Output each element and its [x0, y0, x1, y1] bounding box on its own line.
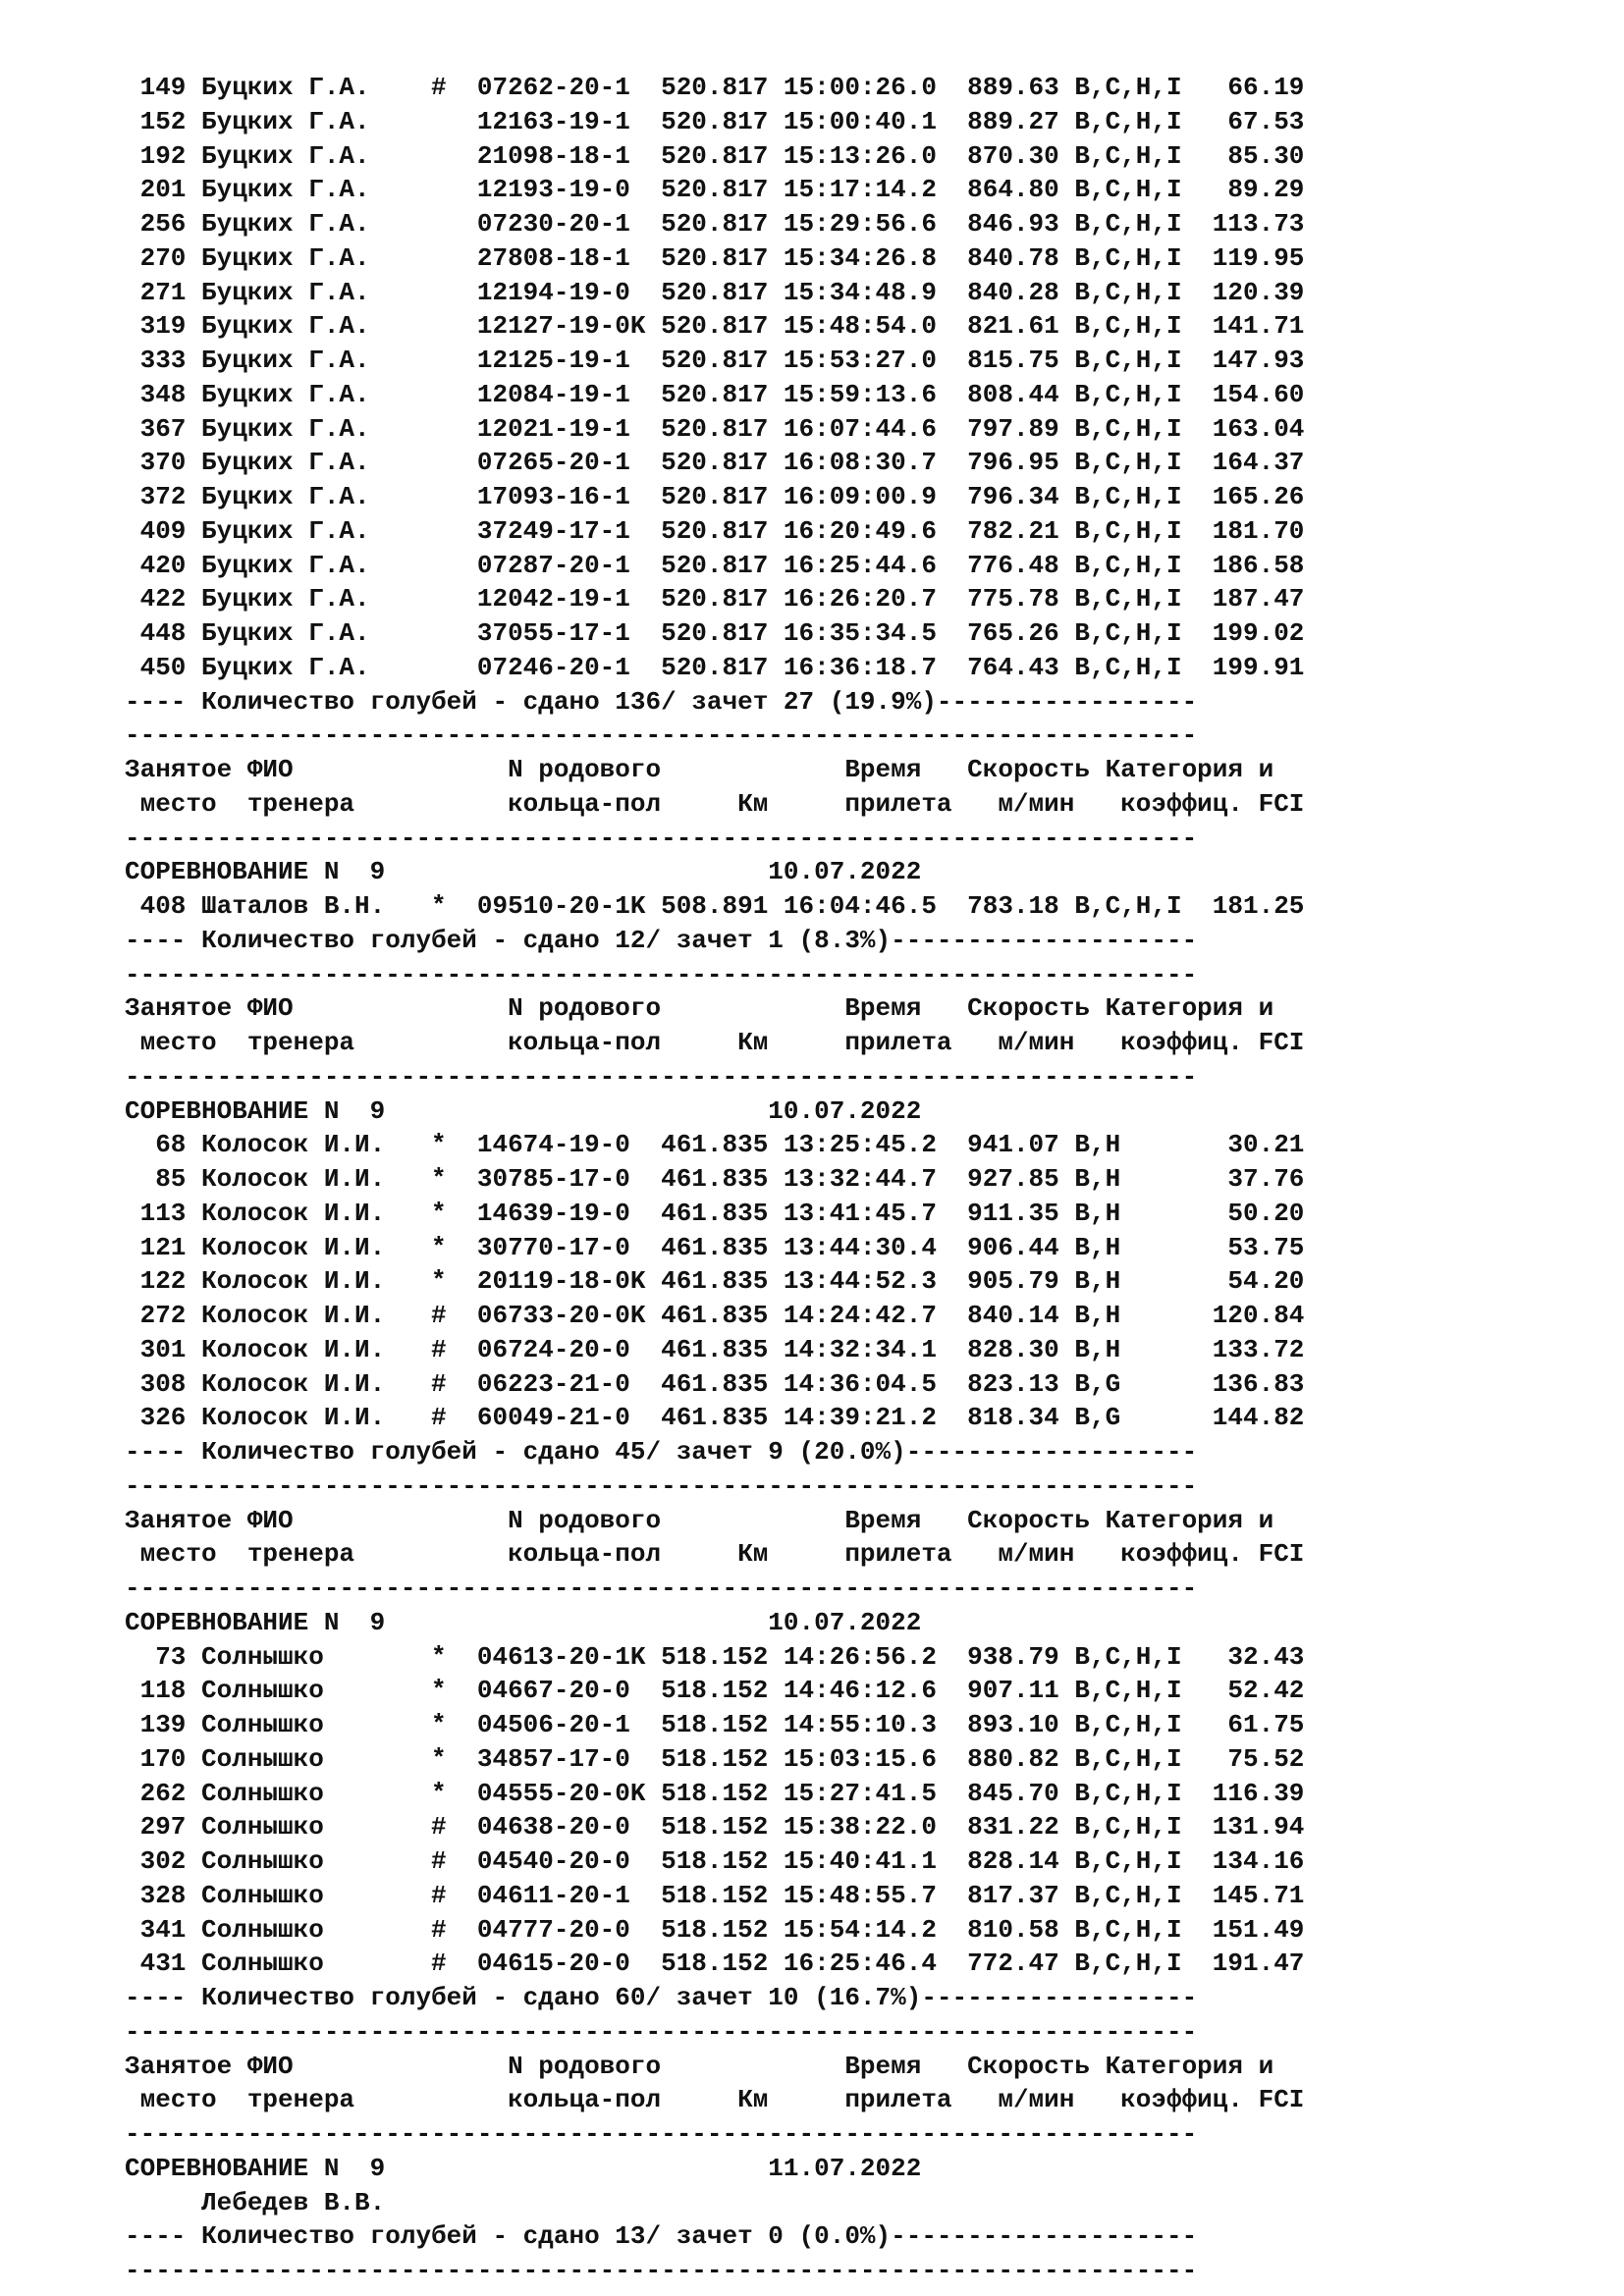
result-row: 408 Шаталов В.Н. * 09510-20-1K 508.891 16:04:46.5 783.18 B,C,H,I 181.25 — [125, 891, 1305, 921]
result-row: 431 Солнышко # 04615-20-0 518.152 16:25:46.4 772.47 B,C,H,I 191.47 — [125, 1949, 1305, 1979]
column-header-row-2: место тренера кольца-пол Км прилета м/мин коэффиц. FCI — [125, 1028, 1305, 1057]
separator-line: ---------------------------------------------------------------------- — [125, 1470, 1198, 1501]
result-row: 420 Буцких Г.А. 07287-20-1 520.817 16:25:44.6 776.48 B,C,H,I 186.58 — [125, 550, 1305, 580]
result-row: 450 Буцких Г.А. 07246-20-1 520.817 16:36:18.7 764.43 B,C,H,I 199.91 — [125, 652, 1305, 682]
results-listing — [125, 71, 1597, 2288]
result-row: 122 Колосок И.И. * 20119-18-0K 461.835 13:44:52.3 905.79 B,H 54.20 — [125, 1266, 1305, 1297]
competition-line: СОРЕВНОВАНИЕ N 9 11.07.2022 — [125, 2153, 922, 2183]
result-row: 121 Колосок И.И. * 30770-17-0 461.835 13:44:30.4 906.44 B,H 53.75 — [125, 1232, 1305, 1262]
summary-line: ---- Количество голубей - сдано 60/ зачет 10 (16.7%)------------------ — [125, 1983, 1198, 2012]
separator-line: ---------------------------------------------------------------------- — [125, 721, 1198, 751]
result-row: 152 Буцких Г.А. 12163-19-1 520.817 15:00:40.1 889.27 B,C,H,I 67.53 — [125, 106, 1305, 136]
result-row: 341 Солнышко # 04777-20-0 518.152 15:54:14.2 810.58 B,C,H,I 151.49 — [125, 1914, 1305, 1945]
competition-line: СОРЕВНОВАНИЕ N 9 10.07.2022 — [125, 1607, 922, 1637]
result-row: 139 Солнышко * 04506-20-1 518.152 14:55:10.3 893.10 B,C,H,I 61.75 — [125, 1710, 1305, 1739]
summary-line: ---- Количество голубей - сдано 12/ зачет 1 (8.3%)-------------------- — [125, 925, 1198, 955]
result-row: Лебедев В.В. — [125, 2187, 386, 2217]
result-row: 326 Колосок И.И. # 60049-21-0 461.835 14:39:21.2 818.34 B,G 144.82 — [125, 1403, 1305, 1433]
result-row: 319 Буцких Г.А. 12127-19-0K 520.817 15:48:54.0 821.61 B,C,H,I 141.71 — [125, 311, 1305, 342]
result-row: 272 Колосок И.И. # 06733-20-0K 461.835 14:24:42.7 840.14 B,H 120.84 — [125, 1301, 1305, 1330]
competition-line: СОРЕВНОВАНИЕ N 9 10.07.2022 — [125, 1095, 922, 1126]
result-row: 201 Буцких Г.А. 12193-19-0 520.817 15:17:14.2 864.80 B,C,H,I 89.29 — [125, 175, 1305, 205]
competition-line: СОРЕВНОВАНИЕ N 9 10.07.2022 — [125, 857, 922, 887]
result-row: 170 Солнышко * 34857-17-0 518.152 15:03:15.6 880.82 B,C,H,I 75.52 — [125, 1743, 1305, 1774]
result-row: 113 Колосок И.И. * 14639-19-0 461.835 13:41:45.7 911.35 B,H 50.20 — [125, 1198, 1305, 1228]
result-row: 372 Буцких Г.А. 17093-16-1 520.817 16:09:00.9 796.34 B,C,H,I 165.26 — [125, 482, 1305, 511]
result-row: 192 Буцких Г.А. 21098-18-1 520.817 15:13:26.0 870.30 B,C,H,I 85.30 — [125, 140, 1305, 171]
column-header-row-1: Занятое ФИО N родового Время Скорость Категория и — [125, 2051, 1274, 2081]
column-header-row-2: место тренера кольца-пол Км прилета м/мин коэффиц. FCI — [125, 2085, 1305, 2115]
separator-line: ---------------------------------------------------------------------- — [125, 2119, 1198, 2149]
result-row: 333 Буцких Г.А. 12125-19-1 520.817 15:53:27.0 815.75 B,C,H,I 147.93 — [125, 346, 1305, 375]
result-row: 302 Солнышко # 04540-20-0 518.152 15:40:41.1 828.14 B,C,H,I 134.16 — [125, 1846, 1305, 1876]
result-row: 73 Солнышко * 04613-20-1K 518.152 14:26:56.2 938.79 B,C,H,I 32.43 — [125, 1641, 1305, 1672]
result-row: 270 Буцких Г.А. 27808-18-1 520.817 15:34:26.8 840.78 B,C,H,I 119.95 — [125, 242, 1305, 273]
result-row: 409 Буцких Г.А. 37249-17-1 520.817 16:20:49.6 782.21 B,C,H,I 181.70 — [125, 515, 1305, 546]
separator-line: ---------------------------------------------------------------------- — [125, 1574, 1198, 1603]
result-row: 68 Колосок И.И. * 14674-19-0 461.835 13:25:45.2 941.07 B,H 30.21 — [125, 1130, 1305, 1160]
separator-line: ---------------------------------------------------------------------- — [125, 959, 1198, 989]
result-row: 301 Колосок И.И. # 06724-20-0 461.835 14:32:34.1 828.30 B,H 133.72 — [125, 1334, 1305, 1364]
result-row: 367 Буцких Г.А. 12021-19-1 520.817 16:07:44.6 797.89 B,C,H,I 163.04 — [125, 413, 1305, 444]
separator-line: ---------------------------------------------------------------------- — [125, 2016, 1198, 2047]
result-row: 118 Солнышко * 04667-20-0 518.152 14:46:12.6 907.11 B,C,H,I 52.42 — [125, 1676, 1305, 1706]
separator-line: ---------------------------------------------------------------------- — [125, 1061, 1198, 1092]
result-row: 370 Буцких Г.А. 07265-20-1 520.817 16:08:30.7 796.95 B,C,H,I 164.37 — [125, 448, 1305, 478]
result-row: 297 Солнышко # 04638-20-0 518.152 15:38:22.0 831.22 B,C,H,I 131.94 — [125, 1812, 1305, 1842]
summary-line: ---- Количество голубей - сдано 136/ зачет 27 (19.9%)----------------- — [125, 686, 1198, 717]
summary-line: ---- Количество голубей - сдано 13/ зачет 0 (0.0%)-------------------- — [125, 2221, 1198, 2252]
result-row: 262 Солнышко * 04555-20-0K 518.152 15:27:41.5 845.70 B,C,H,I 116.39 — [125, 1778, 1305, 1808]
column-header-row-1: Занятое ФИО N родового Время Скорость Категория и — [125, 993, 1274, 1024]
result-row: 271 Буцких Г.А. 12194-19-0 520.817 15:34:48.9 840.28 B,C,H,I 120.39 — [125, 277, 1305, 307]
separator-line: ---------------------------------------------------------------------- — [125, 2256, 1198, 2285]
result-row: 448 Буцких Г.А. 37055-17-1 520.817 16:35:34.5 765.26 B,C,H,I 199.02 — [125, 618, 1305, 648]
column-header-row-2: место тренера кольца-пол Км прилета м/мин коэффиц. FCI — [125, 788, 1305, 819]
result-row: 256 Буцких Г.А. 07230-20-1 520.817 15:29:56.6 846.93 B,C,H,I 113.73 — [125, 209, 1305, 239]
separator-line: ---------------------------------------------------------------------- — [125, 823, 1198, 853]
column-header-row-1: Занятое ФИО N родового Время Скорость Категория и — [125, 1505, 1274, 1535]
result-row: 85 Колосок И.И. * 30785-17-0 461.835 13:32:44.7 927.85 B,H 37.76 — [125, 1164, 1305, 1194]
column-header-row-2: место тренера кольца-пол Км прилета м/мин коэффиц. FCI — [125, 1539, 1305, 1570]
result-row: 308 Колосок И.И. # 06223-21-0 461.835 14:36:04.5 823.13 B,G 136.83 — [125, 1368, 1305, 1399]
result-row: 149 Буцких Г.А. # 07262-20-1 520.817 15:00:26.0 889.63 B,C,H,I 66.19 — [125, 73, 1305, 102]
result-row: 328 Солнышко # 04611-20-1 518.152 15:48:55.7 817.37 B,C,H,I 145.71 — [125, 1880, 1305, 1910]
result-row: 348 Буцких Г.А. 12084-19-1 520.817 15:59:13.6 808.44 B,C,H,I 154.60 — [125, 379, 1305, 409]
column-header-row-1: Занятое ФИО N родового Время Скорость Категория и — [125, 755, 1274, 784]
result-row: 422 Буцких Г.А. 12042-19-1 520.817 16:26:20.7 775.78 B,C,H,I 187.47 — [125, 584, 1305, 614]
summary-line: ---- Количество голубей - сдано 45/ зачет 9 (20.0%)------------------- — [125, 1437, 1198, 1467]
